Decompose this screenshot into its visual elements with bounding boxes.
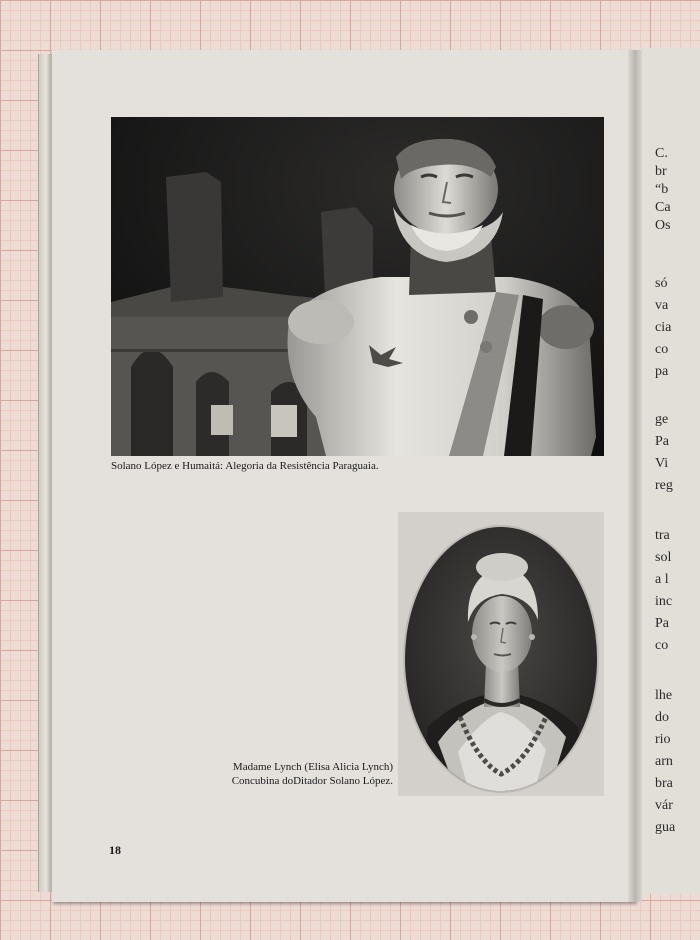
portrait-caption-line-2: Concubina doDitador Solano López. [231,775,393,787]
text-fragment: cia [655,320,672,335]
portrait-caption-line-1: Madame Lynch (Elisa Alicia Lynch) [232,761,393,773]
text-fragment: br [655,164,667,179]
text-fragment: Pa [655,434,669,449]
text-fragment: sol [655,550,672,565]
text-fragment: do [655,710,669,725]
text-fragment: va [655,298,669,313]
text-fragment: só [655,276,668,291]
book-gutter [628,50,642,902]
text-fragment: Ca [655,200,671,215]
portrait-illustration [398,512,604,796]
bust-photograph [111,117,604,456]
text-fragment: inc [655,594,673,609]
text-fragment: Vi [655,456,669,471]
text-fragment: pa [655,364,669,379]
text-fragment: ge [655,412,669,427]
text-fragment: C. [655,146,668,161]
text-fragment: Os [655,218,671,233]
text-fragment: rio [655,732,671,747]
text-fragment: lhe [655,688,673,703]
text-fragment: tra [655,528,670,543]
text-fragment: reg [655,478,673,493]
portrait-photograph [398,512,604,796]
text-fragment: gua [655,820,676,835]
text-fragment: “b [655,182,669,197]
text-fragment: vár [655,798,673,813]
bust-illustration [111,117,604,456]
text-fragment: co [655,638,669,653]
text-fragment: arn [655,754,673,769]
text-fragment: co [655,342,669,357]
text-fragment: bra [655,776,673,791]
portrait-caption [205,760,393,788]
bust-photo-caption: Solano López e Humaitá: Alegoria da Resistência Paraguaia. [111,460,379,472]
text-fragment: Pa [655,616,669,631]
text-fragment: a l [655,572,669,587]
page-number: 18 [109,843,121,857]
